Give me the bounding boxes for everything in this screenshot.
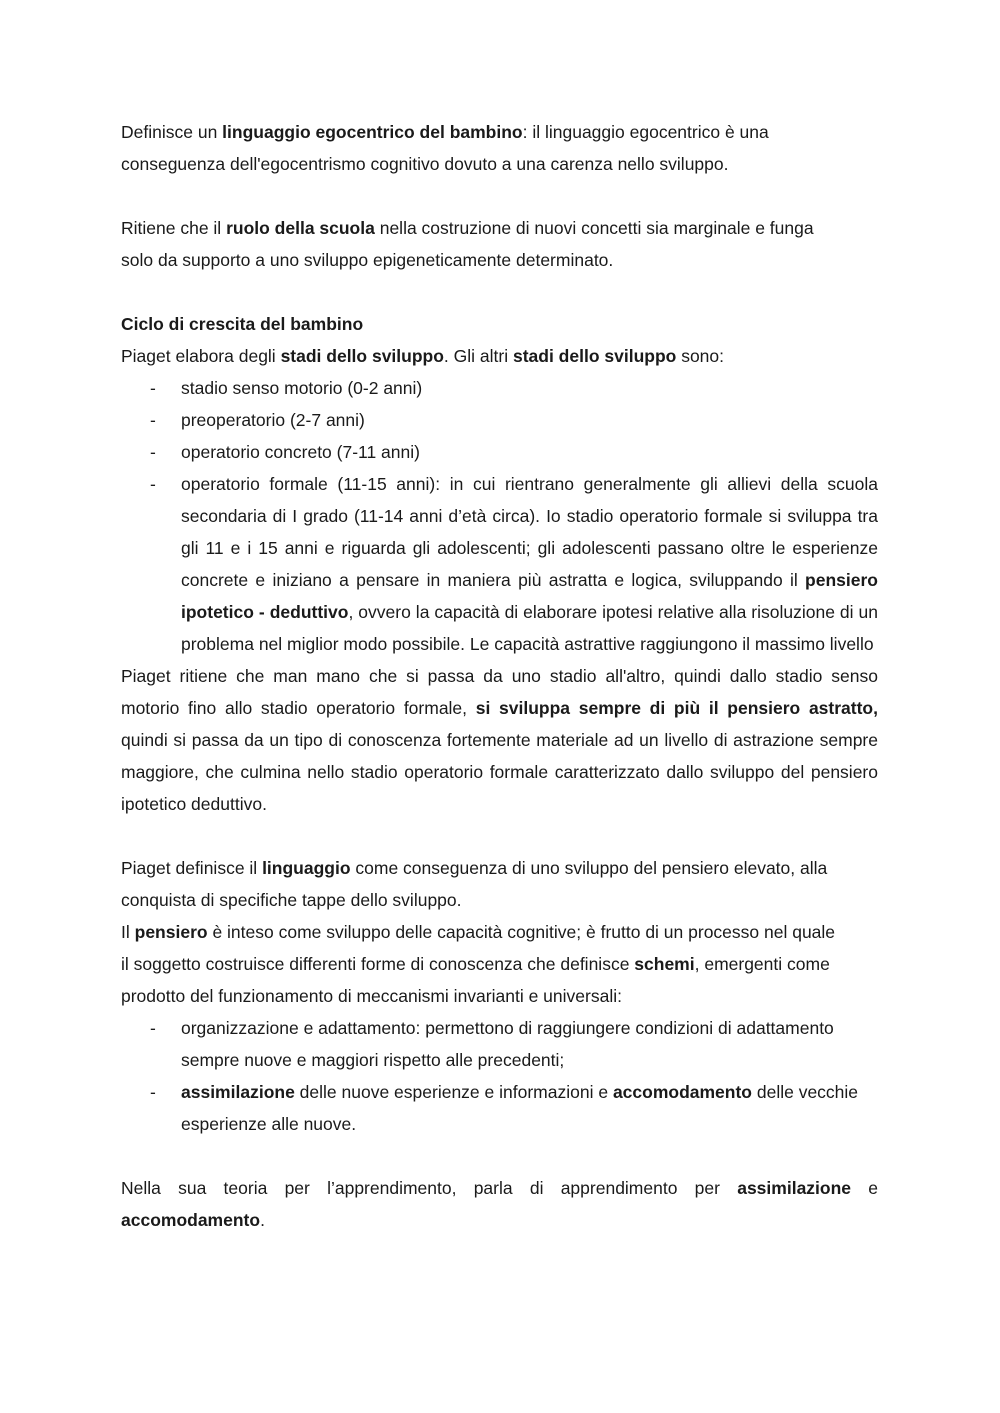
dash-bullet: - <box>150 1018 156 1038</box>
dash-bullet: - <box>150 378 156 398</box>
bold-term: pensiero ipotetico - deduttivo <box>181 570 878 622</box>
list-item-text: delle vecchie esperienze alle nuove. <box>181 1082 859 1134</box>
document-body <box>121 116 878 1236</box>
list-item-text: delle nuove esperienze e informazioni e <box>294 1082 613 1102</box>
bold-term: si sviluppa sempre di più il pensiero astratto, <box>475 698 878 718</box>
bold-term: accomodamento <box>121 1210 261 1230</box>
text: conseguenza dell'egocentrismo cognitivo dovuto a una carenza nello sviluppo. <box>121 154 729 174</box>
bold-term: schemi <box>634 954 695 974</box>
text: solo da supporto a uno sviluppo epigeneticamente determinato. <box>121 250 614 270</box>
text: nella costruzione di nuovi concetti sia marginale e funga <box>374 218 814 238</box>
text: Il <box>121 922 135 942</box>
text: . <box>260 1210 265 1230</box>
dash-bullet: - <box>150 474 156 494</box>
paragraph-language-definition <box>121 852 878 916</box>
list-item-text: operatorio formale (11-15 anni): in cui rientrano generalmente gli allievi della scuola secondaria di I grado (11-14 anni d’età circa). Io stadio operatorio formale si sviluppa tra gli 11 e i 15 anni e riguarda gli adolescenti; gli adolescenti passano oltre le esperienze concrete e iniziano a pensare in maniera più astratta e logica, sviluppando il <box>181 474 878 590</box>
bold-term: pensiero <box>134 922 208 942</box>
list-item-text: , ovvero la capacità di elaborare ipotesi relative alla risoluzione di un problema nel miglior modo possibile. Le capacità astrattive raggiungono il massimo livello <box>181 602 878 654</box>
text: Definisce un <box>121 122 223 142</box>
dash-bullet: - <box>150 442 156 462</box>
paragraph-abstract-thinking <box>121 660 878 820</box>
text: quindi si passa da un tipo di conoscenza fortemente materiale ad un livello di astrazione sempre maggiore, che culmina nello stadio operatorio formale caratterizzato dallo sviluppo del pensiero ipotetico deduttivo. <box>121 730 878 814</box>
text: Nella sua teoria per l’apprendimento, parla di apprendimento per <box>121 1178 738 1198</box>
list-item <box>121 436 878 468</box>
list-item <box>121 404 878 436</box>
text: . Gli altri <box>443 346 513 366</box>
list-item-formal-stage <box>121 468 878 660</box>
text: Piaget elabora degli <box>121 346 281 366</box>
text: Ritiene che il <box>121 218 227 238</box>
paragraph-learning-theory <box>121 1172 878 1236</box>
text: conquista di specifiche tappe dello sviluppo. <box>121 890 462 910</box>
text: sono: <box>676 346 725 366</box>
list-item-text: operatorio concreto (7-11 anni) <box>181 442 420 462</box>
mechanisms-list <box>121 1012 878 1140</box>
paragraph-egocentric-language <box>121 116 878 180</box>
text: e <box>851 1178 878 1198</box>
paragraph-thought-definition <box>121 916 878 1012</box>
justified-line <box>121 1172 878 1204</box>
list-item-text: organizzazione e adattamento: permettono di raggiungere condizioni di adattamento sempre nuove e maggiori rispetto alle precedenti; <box>181 1018 834 1070</box>
bold-term: assimilazione <box>737 1178 852 1198</box>
text: prodotto del funzionamento di meccanismi invarianti e universali: <box>121 986 622 1006</box>
text: Piaget ritiene che man mano che si passa da uno stadio all'altro, quindi dallo stadio senso motorio fino allo stadio operatorio formale, <box>121 666 878 718</box>
list-item <box>121 1012 878 1076</box>
list-item <box>121 372 878 404</box>
dash-bullet: - <box>150 410 156 430</box>
paragraph-stages-intro <box>121 340 878 372</box>
bold-term: stadi dello sviluppo <box>512 346 677 366</box>
text: come conseguenza di uno sviluppo del pensiero elevato, alla <box>350 858 828 878</box>
bold-term: assimilazione <box>181 1082 295 1102</box>
stages-list <box>121 372 878 660</box>
text: , emergenti come <box>694 954 830 974</box>
text: : il linguaggio egocentrico è una <box>522 122 769 142</box>
bold-term: accomodamento <box>612 1082 752 1102</box>
bold-term: stadi dello sviluppo <box>280 346 444 366</box>
bold-term: ruolo della scuola <box>226 218 375 238</box>
text: il soggetto costruisce differenti forme di conoscenza che definisce <box>121 954 635 974</box>
list-item-text: stadio senso motorio (0-2 anni) <box>181 378 423 398</box>
paragraph-school-role <box>121 212 878 276</box>
section-heading: Ciclo di crescita del bambino <box>121 314 364 334</box>
bold-term: linguaggio <box>262 858 351 878</box>
list-item <box>121 1076 878 1140</box>
text: Piaget definisce il <box>121 858 263 878</box>
dash-bullet: - <box>150 1082 156 1102</box>
text: è inteso come sviluppo delle capacità cognitive; è frutto di un processo nel quale <box>207 922 836 942</box>
list-item-text: preoperatorio (2-7 anni) <box>181 410 365 430</box>
bold-term: linguaggio egocentrico del bambino <box>222 122 523 142</box>
